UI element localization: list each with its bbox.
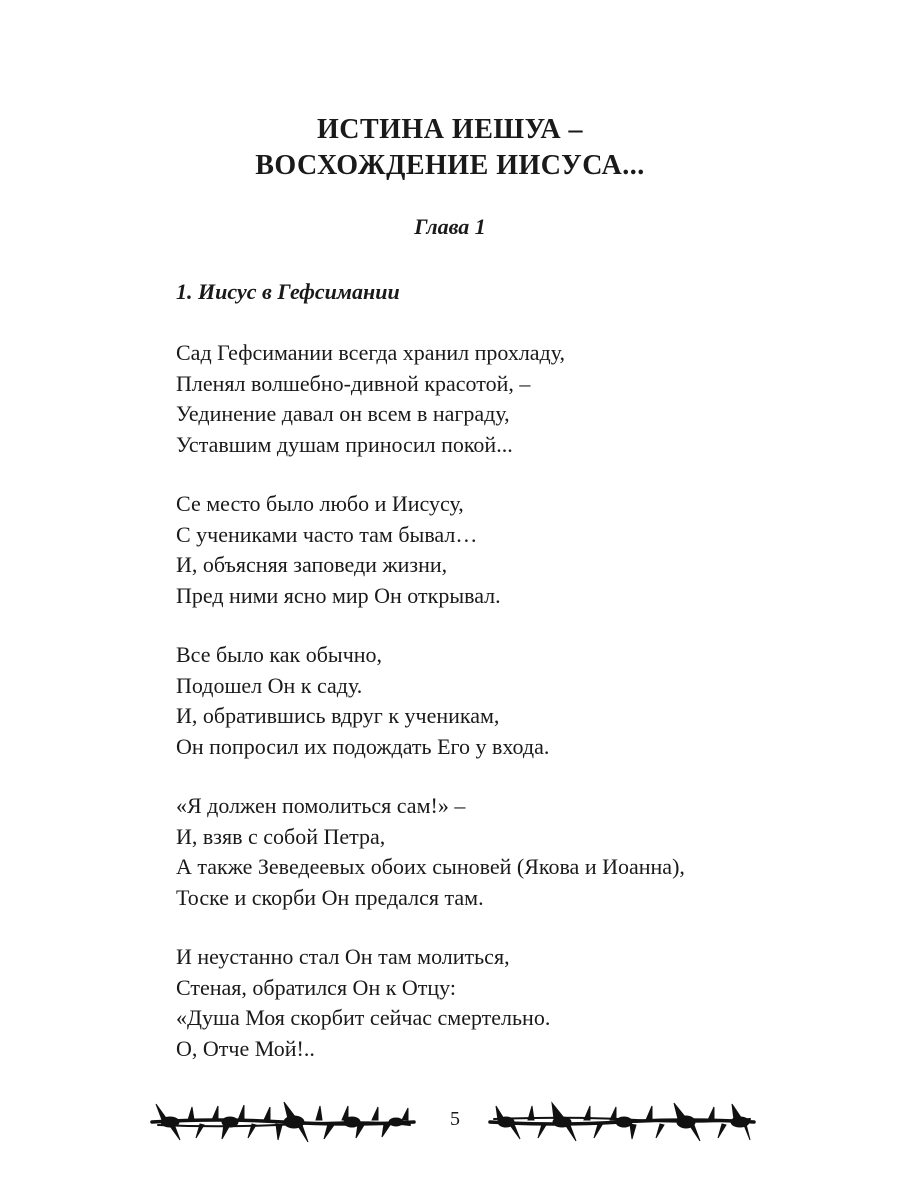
poem-line: И, взяв с собой Петра, (176, 823, 386, 849)
stanza-5 (176, 942, 816, 1064)
poem-line: Он попросил их подождать Его у входа. (176, 733, 550, 759)
poem-line: А также Зеведеевых обоих сыновей (Якова и Иоанна), (176, 854, 685, 879)
stanza-1 (176, 338, 816, 460)
poem-line: Се место было любо и Иисусу, (176, 491, 464, 516)
poem-line: Тоске и скорби Он предался там. (176, 884, 484, 910)
poem-line: Уединение давал он всем в награду, (176, 401, 510, 426)
chapter-heading: Глава 1 (414, 214, 486, 239)
thorn-branch-icon (486, 1098, 758, 1146)
poem-line: Подошел Он к саду. (176, 672, 363, 698)
stanza-4 (176, 791, 816, 913)
stanza-2 (176, 489, 816, 611)
poem-line: «Душа Моя скорбит сейчас смертельно. (176, 1005, 551, 1030)
title-line-2: ВОСХОЖДЕНИЕ ИИСУСА... (255, 150, 645, 181)
poem-line: Пленял волшебно-дивной красотой, – (176, 370, 531, 396)
page-footer (0, 1092, 900, 1152)
poem-line: И неустанно стал Он там молиться, (176, 944, 510, 969)
section-title: 1. Иисус в Гефсимании (176, 279, 400, 304)
poem (176, 338, 816, 1093)
title-line-1: ИСТИНА ИЕШУА – (316, 114, 584, 145)
poem-line: С учениками часто там бывал… (176, 521, 478, 547)
poem-line: И, обратившись вдруг к ученикам, (176, 703, 500, 728)
poem-line: Пред ними ясно мир Он открывал. (176, 582, 501, 608)
poem-line: Все было как обычно, (176, 642, 383, 667)
stanza-3 (176, 640, 816, 762)
poem-line: Стеная, обратился Он к Отцу: (176, 974, 457, 1000)
poem-line: И, объясняя заповеди жизни, (176, 552, 448, 577)
poem-line: О, Отче Мой!.. (176, 1035, 315, 1061)
page-number: 5 (450, 1108, 460, 1130)
poem-line: Уставшим душам приносил покой... (176, 431, 513, 457)
poem-line: Сад Гефсимании всегда хранил прохладу, (176, 340, 566, 365)
poem-line: «Я должен помолиться сам!» – (176, 793, 466, 818)
